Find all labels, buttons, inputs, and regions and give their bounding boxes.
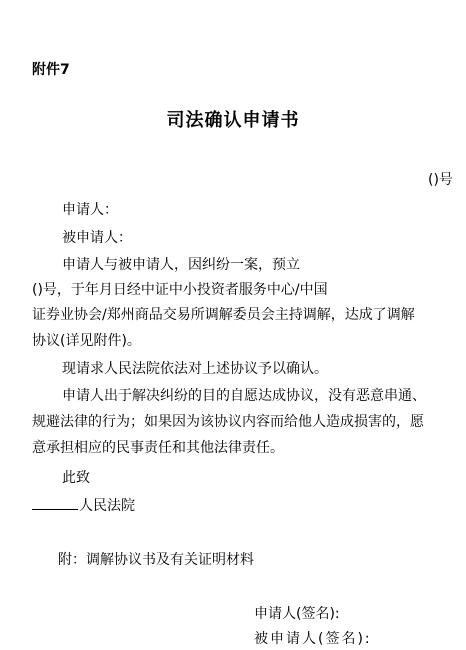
paragraph-1-line-3: 证券业协会/郑州商品交易所调解委员会主持调解，达成了调解 [32,307,415,323]
document-title: 司法确认申请书 [166,110,300,131]
attachment-note: 附：调解协议书及有关证明材料 [58,552,254,568]
paragraph-1-line-1: 申请人与被申请人，因纠纷一案，预立 [62,257,300,273]
paragraph-2: 现请求人民法院依法对上述协议予以确认。 [62,361,328,377]
paragraph-3-line-1: 申请人出于解决纠纷的目的自愿达成协议，没有恶意串通、 [62,388,426,404]
paragraph-3-line-3: 意承担相应的民事责任和其他法律责任。 [32,440,284,456]
court-name-blank [32,497,78,510]
applicant-label: 申请人： [62,202,118,218]
salutation: 此致 [62,470,90,486]
case-number: ()号 [428,172,453,188]
court-line [32,495,135,515]
paragraph-1-line-2: ()号，于年月日经中证中小投资者服务中心/中国 [32,282,328,298]
paragraph-1-line-4: 协议(详见附件)。 [32,333,141,349]
applicant-signature: 申请人(签名): [254,606,340,622]
attachment-label: 附件7 [32,62,70,78]
respondent-label: 被申请人： [62,230,132,246]
paragraph-3-line-2: 规避法律的行为；如果因为该协议内容而给他人造成损害的，愿 [32,414,424,430]
court-label: 人民法院 [79,498,135,514]
respondent-signature: 被申请人(签名): [254,631,372,647]
